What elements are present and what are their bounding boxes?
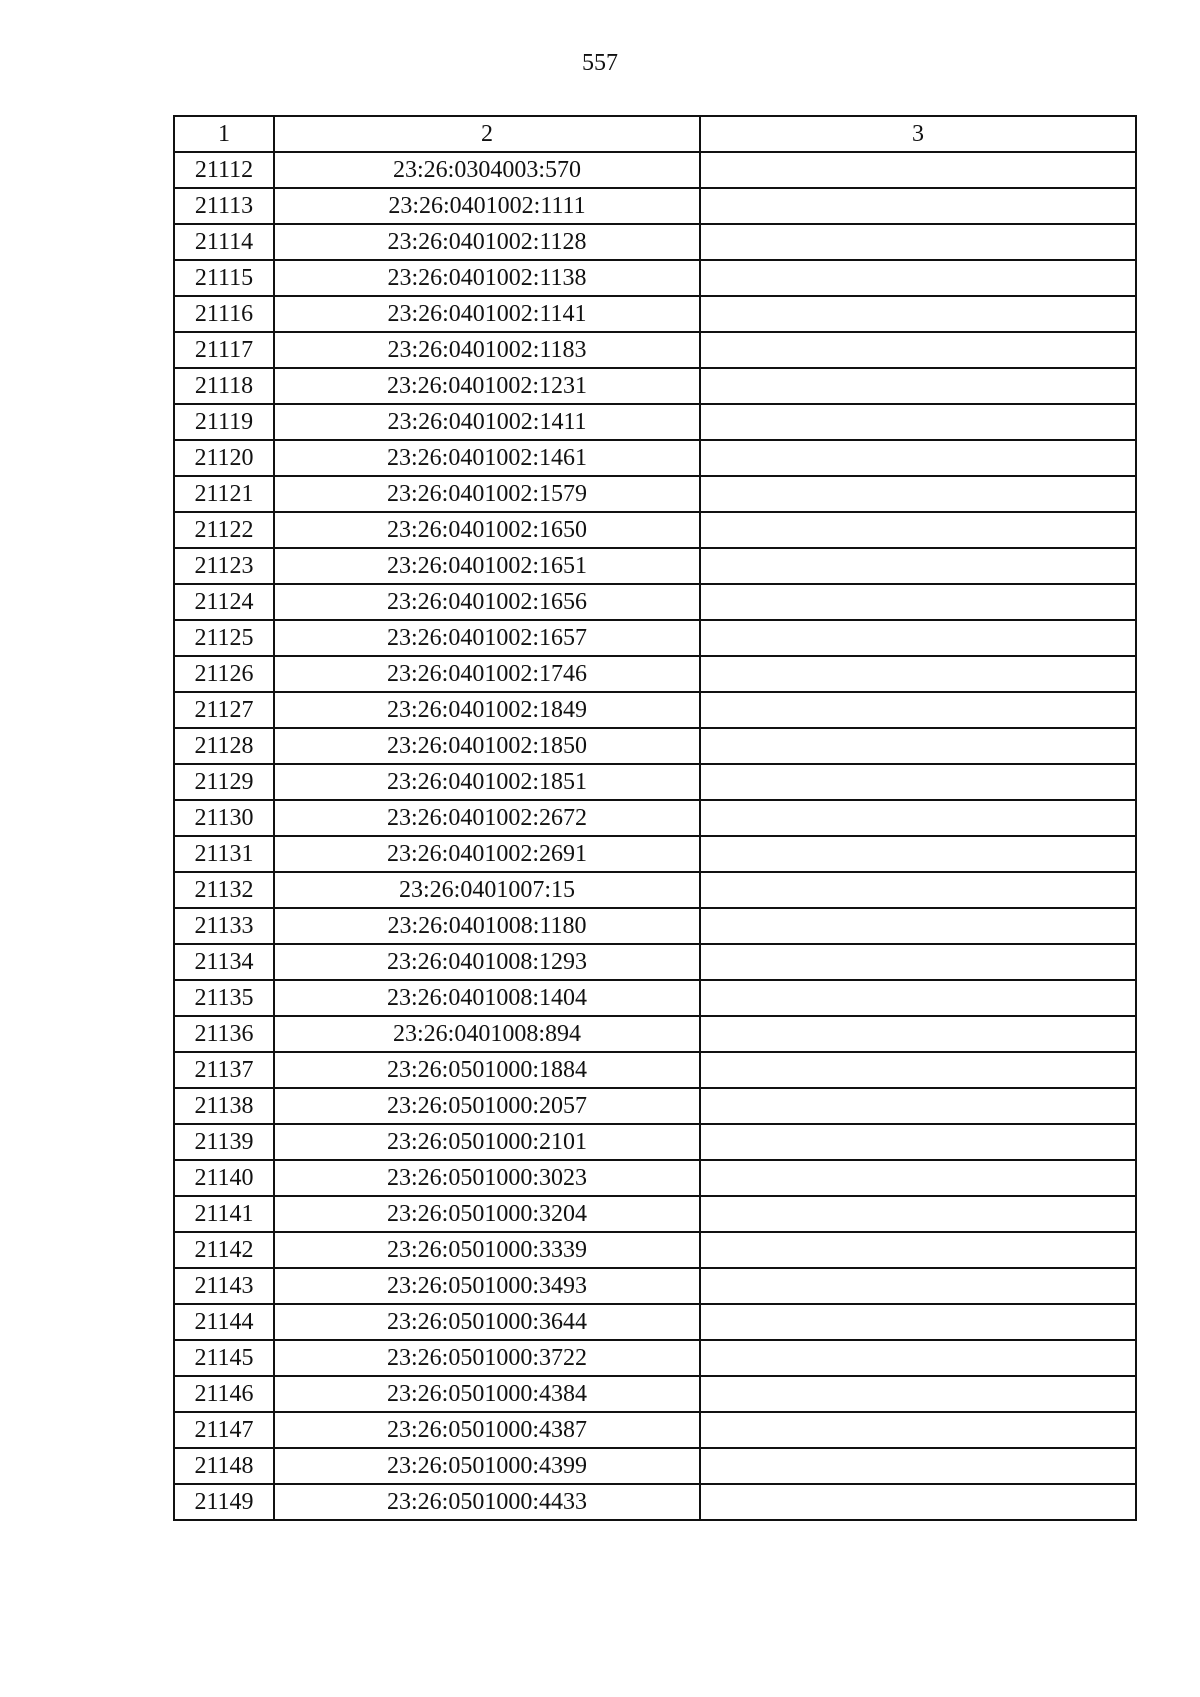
table-header <box>174 116 1136 152</box>
note-cell <box>700 296 1136 332</box>
table-row <box>174 908 1136 944</box>
row-number-cell: 21121 <box>174 476 274 512</box>
cadastral-number-cell: 23:26:0401002:1111 <box>274 188 700 224</box>
cadastral-number-cell: 23:26:0501000:2057 <box>274 1088 700 1124</box>
note-cell <box>700 656 1136 692</box>
note-cell <box>700 800 1136 836</box>
cadastral-number-cell: 23:26:0501000:3722 <box>274 1340 700 1376</box>
header-cell-3: 3 <box>700 116 1136 152</box>
cadastral-number-cell: 23:26:0501000:3493 <box>274 1268 700 1304</box>
note-cell <box>700 1448 1136 1484</box>
table-row <box>174 980 1136 1016</box>
row-number-cell: 21140 <box>174 1160 274 1196</box>
row-number-cell: 21126 <box>174 656 274 692</box>
table-row <box>174 1052 1136 1088</box>
note-cell <box>700 476 1136 512</box>
header-cell-2: 2 <box>274 116 700 152</box>
note-cell <box>700 1412 1136 1448</box>
cadastral-number-cell: 23:26:0401008:1404 <box>274 980 700 1016</box>
row-number-cell: 21113 <box>174 188 274 224</box>
table-row <box>174 152 1136 188</box>
note-cell <box>700 944 1136 980</box>
table-row <box>174 1160 1136 1196</box>
cadastral-number-cell: 23:26:0501000:3023 <box>274 1160 700 1196</box>
row-number-cell: 21134 <box>174 944 274 980</box>
table-row <box>174 404 1136 440</box>
row-number-cell: 21133 <box>174 908 274 944</box>
table-row <box>174 332 1136 368</box>
row-number-cell: 21114 <box>174 224 274 260</box>
cadastral-number-cell: 23:26:0401002:1461 <box>274 440 700 476</box>
row-number-cell: 21131 <box>174 836 274 872</box>
note-cell <box>700 1196 1136 1232</box>
cadastral-number-cell: 23:26:0401002:1849 <box>274 692 700 728</box>
table-row <box>174 728 1136 764</box>
cadastral-number-cell: 23:26:0401002:1657 <box>274 620 700 656</box>
cadastral-number-cell: 23:26:0501000:2101 <box>274 1124 700 1160</box>
table-row <box>174 1088 1136 1124</box>
table-row <box>174 1304 1136 1340</box>
table-row <box>174 1376 1136 1412</box>
cadastral-number-cell: 23:26:0501000:4433 <box>274 1484 700 1520</box>
note-cell <box>700 332 1136 368</box>
table-row <box>174 512 1136 548</box>
cadastral-number-cell: 23:26:0401007:15 <box>274 872 700 908</box>
table-row <box>174 368 1136 404</box>
note-cell <box>700 1124 1136 1160</box>
cadastral-number-cell: 23:26:0501000:3339 <box>274 1232 700 1268</box>
row-number-cell: 21112 <box>174 152 274 188</box>
row-number-cell: 21143 <box>174 1268 274 1304</box>
table-row <box>174 1016 1136 1052</box>
row-number-cell: 21132 <box>174 872 274 908</box>
table-row <box>174 872 1136 908</box>
note-cell <box>700 980 1136 1016</box>
table-row <box>174 944 1136 980</box>
row-number-cell: 21135 <box>174 980 274 1016</box>
row-number-cell: 21145 <box>174 1340 274 1376</box>
table-row <box>174 836 1136 872</box>
cadastral-number-cell: 23:26:0401002:1850 <box>274 728 700 764</box>
note-cell <box>700 188 1136 224</box>
note-cell <box>700 764 1136 800</box>
note-cell <box>700 1088 1136 1124</box>
row-number-cell: 21147 <box>174 1412 274 1448</box>
table-row <box>174 1484 1136 1520</box>
table-row <box>174 1196 1136 1232</box>
row-number-cell: 21129 <box>174 764 274 800</box>
row-number-cell: 21146 <box>174 1376 274 1412</box>
table-row <box>174 692 1136 728</box>
note-cell <box>700 1268 1136 1304</box>
note-cell <box>700 1304 1136 1340</box>
note-cell <box>700 728 1136 764</box>
cadastral-number-cell: 23:26:0304003:570 <box>274 152 700 188</box>
note-cell <box>700 692 1136 728</box>
row-number-cell: 21148 <box>174 1448 274 1484</box>
note-cell <box>700 1160 1136 1196</box>
table-row <box>174 1268 1136 1304</box>
table-row <box>174 1124 1136 1160</box>
table-row <box>174 224 1136 260</box>
cadastral-number-cell: 23:26:0401002:2672 <box>274 800 700 836</box>
note-cell <box>700 1052 1136 1088</box>
note-cell <box>700 620 1136 656</box>
table-row <box>174 260 1136 296</box>
cadastral-number-cell: 23:26:0501000:1884 <box>274 1052 700 1088</box>
cadastral-table <box>173 115 1137 1521</box>
note-cell <box>700 152 1136 188</box>
note-cell <box>700 1016 1136 1052</box>
cadastral-number-cell: 23:26:0401002:2691 <box>274 836 700 872</box>
row-number-cell: 21139 <box>174 1124 274 1160</box>
cadastral-number-cell: 23:26:0401002:1128 <box>274 224 700 260</box>
cadastral-number-cell: 23:26:0401002:1851 <box>274 764 700 800</box>
cadastral-number-cell: 23:26:0401002:1411 <box>274 404 700 440</box>
row-number-cell: 21118 <box>174 368 274 404</box>
table-row <box>174 188 1136 224</box>
cadastral-number-cell: 23:26:0401008:1293 <box>274 944 700 980</box>
cadastral-number-cell: 23:26:0501000:4387 <box>274 1412 700 1448</box>
table-row <box>174 800 1136 836</box>
table-row <box>174 296 1136 332</box>
row-number-cell: 21149 <box>174 1484 274 1520</box>
cadastral-number-cell: 23:26:0501000:4399 <box>274 1448 700 1484</box>
note-cell <box>700 440 1136 476</box>
table-row <box>174 1412 1136 1448</box>
row-number-cell: 21124 <box>174 584 274 620</box>
row-number-cell: 21123 <box>174 548 274 584</box>
cadastral-number-cell: 23:26:0401002:1231 <box>274 368 700 404</box>
table-row <box>174 656 1136 692</box>
cadastral-number-cell: 23:26:0401008:894 <box>274 1016 700 1052</box>
cadastral-number-cell: 23:26:0501000:3644 <box>274 1304 700 1340</box>
table-row <box>174 476 1136 512</box>
note-cell <box>700 404 1136 440</box>
note-cell <box>700 1340 1136 1376</box>
note-cell <box>700 836 1136 872</box>
note-cell <box>700 908 1136 944</box>
note-cell <box>700 1484 1136 1520</box>
cadastral-number-cell: 23:26:0501000:4384 <box>274 1376 700 1412</box>
cadastral-number-cell: 23:26:0401002:1579 <box>274 476 700 512</box>
row-number-cell: 21128 <box>174 728 274 764</box>
row-number-cell: 21138 <box>174 1088 274 1124</box>
row-number-cell: 21116 <box>174 296 274 332</box>
row-number-cell: 21115 <box>174 260 274 296</box>
row-number-cell: 21119 <box>174 404 274 440</box>
cadastral-number-cell: 23:26:0401002:1141 <box>274 296 700 332</box>
table-body <box>174 152 1136 1520</box>
table-row <box>174 440 1136 476</box>
row-number-cell: 21127 <box>174 692 274 728</box>
table-row <box>174 1448 1136 1484</box>
table-row <box>174 1340 1136 1376</box>
note-cell <box>700 872 1136 908</box>
cadastral-number-cell: 23:26:0401002:1656 <box>274 584 700 620</box>
note-cell <box>700 548 1136 584</box>
cadastral-number-cell: 23:26:0401002:1746 <box>274 656 700 692</box>
row-number-cell: 21122 <box>174 512 274 548</box>
note-cell <box>700 1232 1136 1268</box>
row-number-cell: 21125 <box>174 620 274 656</box>
cadastral-number-cell: 23:26:0401002:1138 <box>274 260 700 296</box>
header-cell-1: 1 <box>174 116 274 152</box>
cadastral-number-cell: 23:26:0501000:3204 <box>274 1196 700 1232</box>
note-cell <box>700 260 1136 296</box>
row-number-cell: 21144 <box>174 1304 274 1340</box>
header-row <box>174 116 1136 152</box>
table-row <box>174 584 1136 620</box>
cadastral-number-cell: 23:26:0401002:1650 <box>274 512 700 548</box>
note-cell <box>700 368 1136 404</box>
cadastral-number-cell: 23:26:0401008:1180 <box>274 908 700 944</box>
note-cell <box>700 584 1136 620</box>
row-number-cell: 21142 <box>174 1232 274 1268</box>
table-row <box>174 764 1136 800</box>
note-cell <box>700 512 1136 548</box>
note-cell <box>700 224 1136 260</box>
row-number-cell: 21117 <box>174 332 274 368</box>
table-row <box>174 620 1136 656</box>
row-number-cell: 21137 <box>174 1052 274 1088</box>
row-number-cell: 21141 <box>174 1196 274 1232</box>
row-number-cell: 21120 <box>174 440 274 476</box>
cadastral-number-cell: 23:26:0401002:1183 <box>274 332 700 368</box>
table-row <box>174 548 1136 584</box>
table-row <box>174 1232 1136 1268</box>
cadastral-number-cell: 23:26:0401002:1651 <box>274 548 700 584</box>
row-number-cell: 21136 <box>174 1016 274 1052</box>
page-number: 557 <box>582 50 618 76</box>
note-cell <box>700 1376 1136 1412</box>
row-number-cell: 21130 <box>174 800 274 836</box>
